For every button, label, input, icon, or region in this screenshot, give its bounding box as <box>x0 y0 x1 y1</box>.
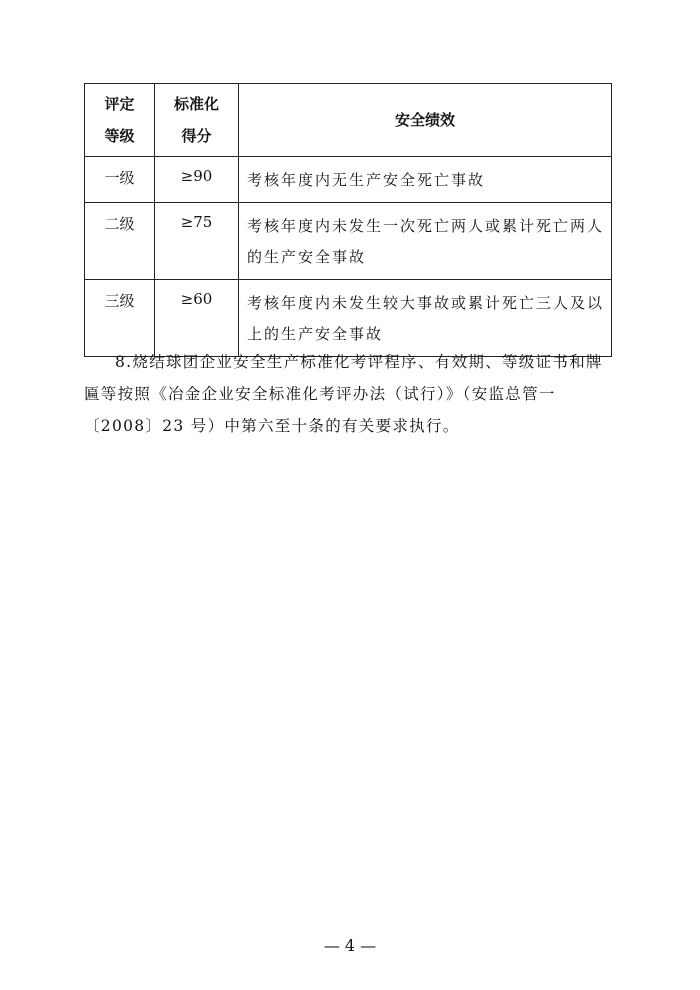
cell-performance: 考核年度内未发生一次死亡两人或累计死亡两人的生产安全事故 <box>239 203 612 280</box>
page-number: — 4 — <box>323 936 377 955</box>
header-performance: 安全绩效 <box>239 84 612 157</box>
grade-table <box>84 83 612 357</box>
body-paragraph: 8.烧结球团企业安全生产标准化考评程序、有效期、等级证书和牌匾等按照《冶金企业安全标准化考评办法（试行）》（安监总管一〔2008〕23 号）中第六至十条的有关要求执行。 <box>84 353 603 435</box>
header-score-line2: 得分 <box>181 127 212 145</box>
cell-level: 二级 <box>85 203 155 280</box>
header-level <box>85 84 155 157</box>
cell-performance: 考核年度内未发生较大事故或累计死亡三人及以上的生产安全事故 <box>239 280 612 357</box>
cell-level: 一级 <box>85 157 155 203</box>
table-row <box>85 157 612 203</box>
header-level-line1: 评定 <box>104 95 135 113</box>
cell-score: ≥60 <box>155 280 239 357</box>
table-header-row <box>85 84 612 157</box>
header-score-line1: 标准化 <box>173 95 219 113</box>
header-level-line2: 等级 <box>104 127 135 145</box>
cell-score: ≥75 <box>155 203 239 280</box>
table-row <box>85 203 612 280</box>
cell-level: 三级 <box>85 280 155 357</box>
header-score <box>155 84 239 157</box>
table-row <box>85 280 612 357</box>
cell-score: ≥90 <box>155 157 239 203</box>
cell-performance: 考核年度内无生产安全死亡事故 <box>239 157 612 203</box>
